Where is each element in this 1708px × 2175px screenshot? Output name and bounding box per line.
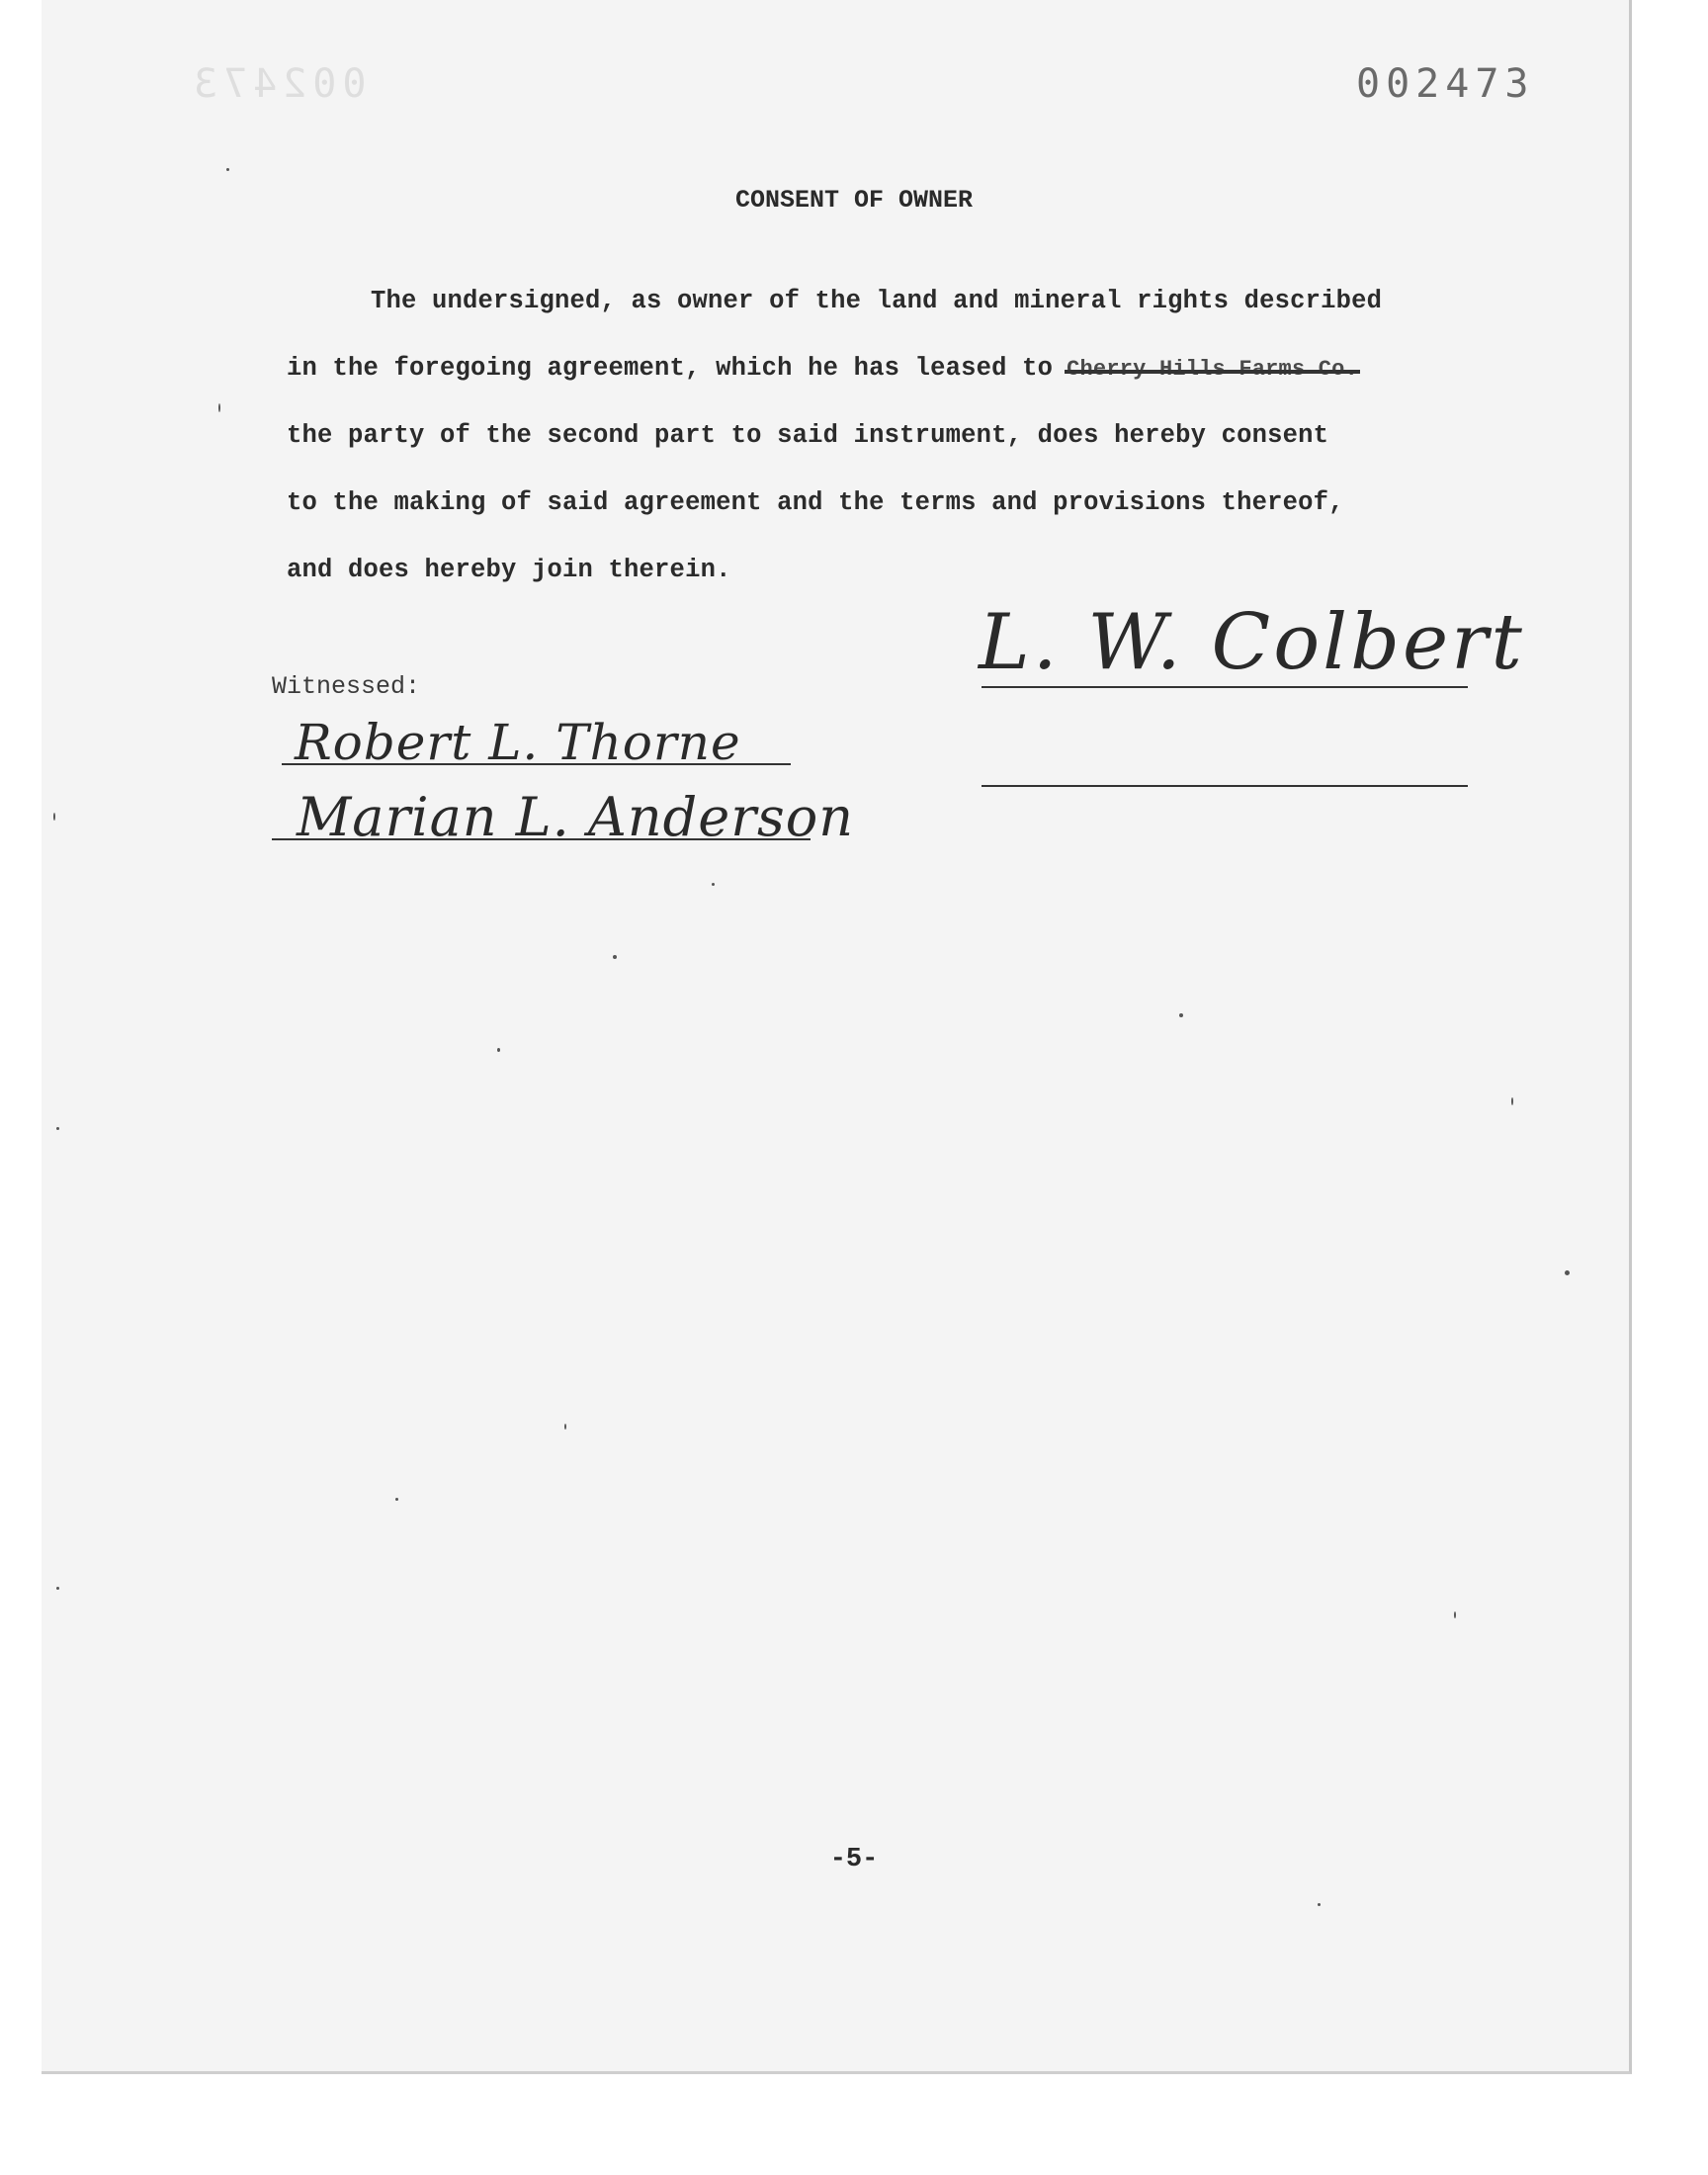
document-number: 002473	[1356, 61, 1535, 107]
witness-1-signature: Robert L. Thorne	[295, 714, 741, 771]
scan-speck	[56, 1587, 59, 1590]
scan-speck	[1565, 1270, 1570, 1275]
witness-1-signature-line	[282, 763, 791, 765]
second-signature-line	[982, 785, 1468, 787]
struck-out-lessee: Cherry Hills Farms Co.	[1067, 357, 1358, 382]
body-line-5: and does hereby join therein.	[287, 556, 731, 584]
body-line-3: the party of the second part to said instrument, does hereby consent	[287, 421, 1329, 450]
scan-speck	[226, 168, 229, 171]
body-line-2	[287, 354, 1358, 383]
scan-speck	[1454, 1611, 1456, 1618]
body-line-1: The undersigned, as owner of the land and mineral rights described	[371, 287, 1383, 315]
body-line-4: to the making of said agreement and the terms and provisions thereof,	[287, 488, 1344, 517]
scan-speck	[613, 955, 617, 959]
bleed-through-number: 002473	[188, 61, 367, 107]
scan-speck	[564, 1424, 566, 1430]
witness-2-signature: Marian L. Anderson	[297, 786, 855, 848]
owner-signature-line	[982, 686, 1468, 688]
scan-speck	[395, 1498, 398, 1501]
page-number: -5-	[829, 1845, 879, 1874]
scan-speck	[712, 883, 715, 886]
scan-speck	[53, 813, 55, 821]
scan-speck	[218, 403, 220, 412]
scan-speck	[497, 1048, 500, 1052]
witnessed-label: Witnessed:	[272, 672, 421, 701]
scan-speck	[1318, 1903, 1321, 1906]
body-line-2-text: in the foregoing agreement, which he has leased to	[287, 354, 1054, 383]
scan-speck	[1179, 1013, 1183, 1017]
witness-2-signature-line	[272, 838, 811, 840]
scan-speck	[1511, 1097, 1513, 1105]
owner-signature: L. W. Colbert	[979, 598, 1525, 687]
scan-speck	[56, 1127, 59, 1130]
document-title: CONSENT OF OWNER	[734, 186, 974, 215]
